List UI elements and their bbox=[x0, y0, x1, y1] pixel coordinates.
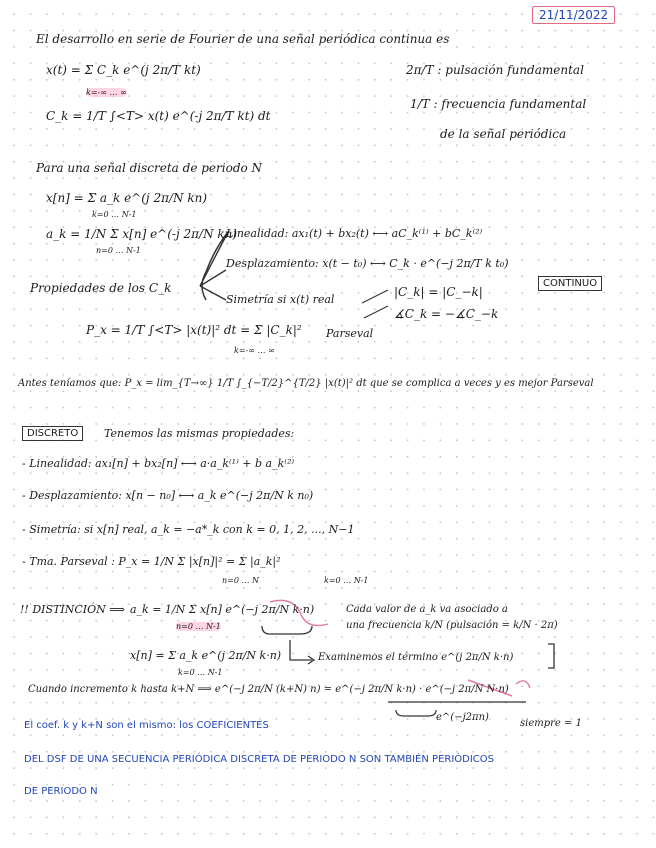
discrete-linealidad: - Linealidad: ax₁[n] + bx₂[n] ⟷ a·a_k⁽¹⁾ + b a_k⁽²⁾ bbox=[22, 457, 295, 470]
discrete-intro: Para una señal discreta de periodo N bbox=[36, 161, 263, 175]
xn-limits: k=0 … N-1 bbox=[178, 668, 223, 677]
discrete-parseval: - Tma. Parseval : P_x = 1/N Σ |x[n]|² = Σ |a_k|² bbox=[22, 555, 281, 568]
distincion-eq: a_k = 1/N Σ x[n] e^(−j 2π/N k·n) bbox=[130, 603, 315, 616]
properties-label: Propiedades de los C_k bbox=[30, 281, 172, 295]
fourier-coefficient-eq: C_k = 1/T ∫<T> x(t) e^(-j 2π/T kt) dt bbox=[46, 109, 271, 123]
omega-text: : pulsación fundamental bbox=[437, 63, 584, 77]
e2pin-term: e^(−j2πn) bbox=[436, 712, 489, 723]
freq-symbol: 1/T bbox=[410, 97, 430, 111]
property-simetria: Simetría si x(t) real bbox=[226, 293, 335, 306]
discreto-tag: DISCRETO bbox=[22, 426, 83, 441]
fourier-synthesis-limits: k=-∞ … ∞ bbox=[86, 88, 127, 97]
discrete-parseval-limits-2: k=0 … N-1 bbox=[324, 576, 369, 585]
property-simetria-phase: ∡C_k = −∡C_−k bbox=[394, 307, 499, 321]
freq-text-1: : frecuencia fundamental bbox=[433, 97, 587, 111]
fourier-synthesis-eq: x(t) = Σ C_k e^(j 2π/T kt) bbox=[46, 63, 201, 77]
blue-line-2: DEL DSF DE UNA SECUENCIA PERIÓDICA DISCRETA DE PERIODO N SON TAMBIÉN PERIÓDICOS bbox=[24, 754, 495, 765]
siempre-text: siempre = 1 bbox=[520, 718, 582, 729]
distincion-note-1: Cada valor de a_k va asociado a bbox=[346, 604, 508, 615]
discrete-coefficient-eq: a_k = 1/N Σ x[n] e^(-j 2π/N kn) bbox=[46, 227, 238, 241]
examinemos-arrow bbox=[290, 640, 312, 660]
blue-line-1: El coef. k y k+N son el mismo: los COEFICIENTES bbox=[24, 720, 269, 731]
property-desplazamiento: Desplazamiento: x(t − t₀) ⟷ C_k · e^(−j 2π/T k t₀) bbox=[226, 257, 509, 270]
parseval-continuous-eq: P_x = 1/T ∫<T> |x(t)|² dt = Σ |C_k|² bbox=[86, 323, 302, 337]
date-label: 21/11/2022 bbox=[532, 6, 615, 24]
discrete-synthesis-eq: x[n] = Σ a_k e^(j 2π/N kn) bbox=[46, 191, 208, 205]
property-linealidad: Linealidad: ax₁(t) + bx₂(t) ⟷ aC_k⁽¹⁾ + bC_k⁽²⁾ bbox=[226, 227, 483, 240]
parseval-continuous-limits: k=-∞ … ∞ bbox=[234, 346, 275, 355]
omega-symbol: 2π/T bbox=[406, 63, 434, 77]
discrete-synthesis-limits: k=0 … N-1 bbox=[92, 210, 137, 219]
xn-eq: x[n] = Σ a_k e^(j 2π/N k·n) bbox=[130, 649, 282, 662]
properties-lines bbox=[200, 232, 228, 300]
intro-text: El desarrollo en serie de Fourier de una señal periódica continua es bbox=[36, 32, 450, 46]
discrete-coefficient-limits: n=0 … N-1 bbox=[96, 246, 141, 255]
distincion-limits: n=0 … N-1 bbox=[176, 622, 221, 631]
continuo-tag: CONTINUO bbox=[538, 276, 602, 291]
cuando-line: Cuando incremento k hasta k+N ⟹ e^(−j 2π/N (k+N) n) = e^(−j 2π/N k·n) · e^(−j 2π/N N·n) bbox=[28, 684, 509, 695]
antes-line: Antes teníamos que: P_x = lim_{T→∞} 1/T ∫_{−T/2}^{T/2} |x(t)|² dt que se complica a veces y es mejor Parseval bbox=[18, 378, 594, 389]
blue-line-3: DE PERIODO N bbox=[24, 786, 98, 797]
distincion-label: !! DISTINCIÓN ⟹ bbox=[20, 603, 126, 616]
distincion-note-2: una frecuencia k/N (pulsación = k/N · 2π) bbox=[346, 620, 558, 631]
parseval-label: Parseval bbox=[326, 327, 374, 340]
examinemos-text: Examinemos el término e^(j 2π/N k·n) bbox=[318, 652, 514, 663]
properties-brace bbox=[202, 232, 228, 300]
discrete-desplazamiento: - Desplazamiento: x[n − n₀] ⟷ a_k e^(−j 2π/N k n₀) bbox=[22, 489, 314, 502]
discrete-parseval-limits-1: n=0 … N bbox=[222, 576, 260, 585]
discrete-simetria: - Simetría: si x[n] real, a_k = −a*_k con k = 0, 1, 2, ..., N−1 bbox=[22, 523, 355, 536]
distincion-underbrace bbox=[262, 626, 312, 634]
property-simetria-mag: |C_k| = |C_−k| bbox=[394, 285, 483, 299]
freq-text-2: de la señal periódica bbox=[440, 127, 567, 141]
discreto-intro: Tenemos las mismas propiedades: bbox=[104, 427, 295, 440]
